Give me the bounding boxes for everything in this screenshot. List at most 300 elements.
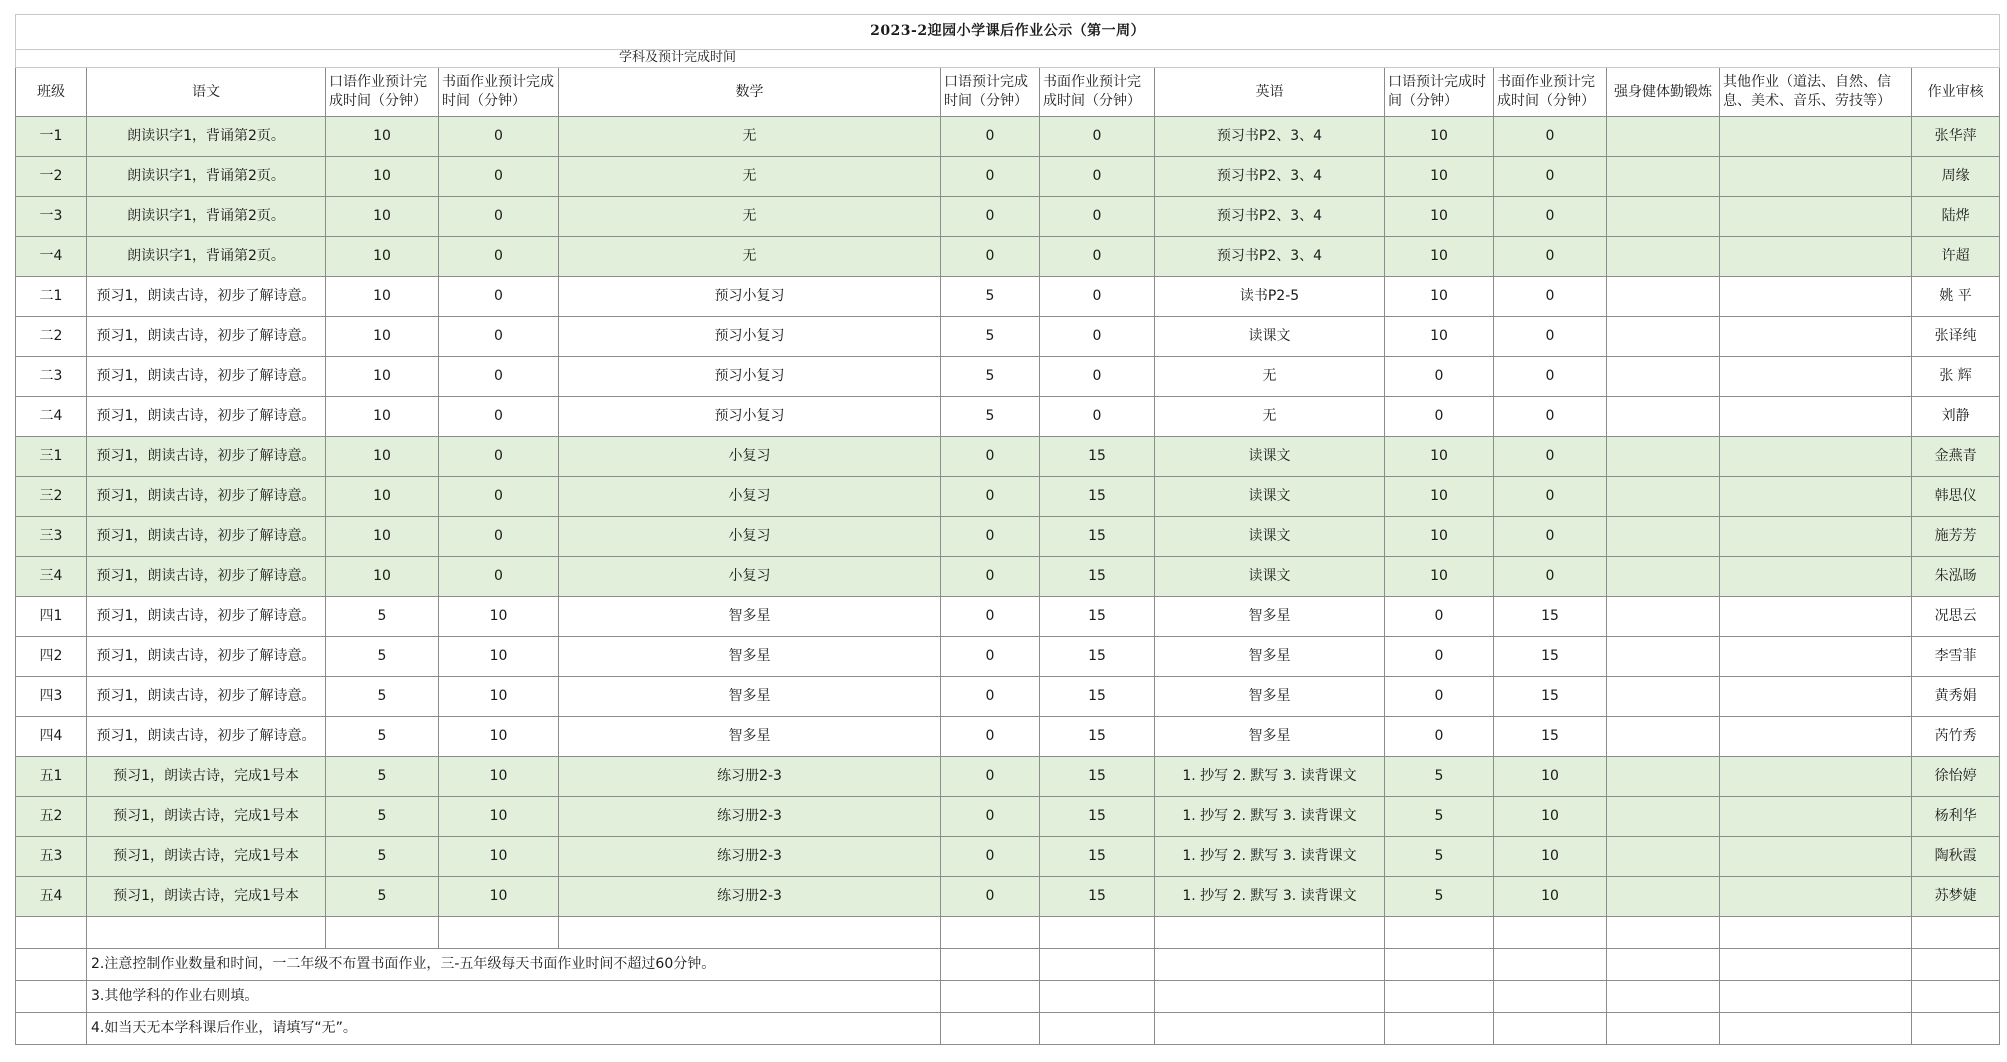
chinese-written-time-cell[interactable]: 0 <box>439 277 559 317</box>
math-written-time-cell[interactable]: 0 <box>1040 357 1155 397</box>
sheet-title[interactable]: 2023-2迎园小学课后作业公示（第一周） <box>16 15 2000 50</box>
reviewer-cell[interactable]: 杨利华 <box>1912 797 2000 837</box>
english-written-time-cell[interactable]: 15 <box>1494 637 1607 677</box>
english-written-time-cell[interactable]: 0 <box>1494 317 1607 357</box>
reviewer-cell[interactable]: 金燕青 <box>1912 437 2000 477</box>
class-cell[interactable]: 五4 <box>16 877 87 917</box>
math-written-time-cell[interactable]: 0 <box>1040 277 1155 317</box>
blank-cell[interactable] <box>941 1013 1040 1045</box>
english-oral-time-cell[interactable]: 5 <box>1385 837 1494 877</box>
chinese-oral-time-cell[interactable]: 10 <box>326 477 439 517</box>
header-chinese-written-time[interactable]: 书面作业预计完成时间（分钟） <box>439 68 559 117</box>
chinese-written-time-cell[interactable]: 0 <box>439 477 559 517</box>
math-written-time-cell[interactable]: 0 <box>1040 237 1155 277</box>
header-math-written-time[interactable]: 书面作业预计完成时间（分钟） <box>1040 68 1155 117</box>
english-written-time-cell[interactable]: 15 <box>1494 717 1607 757</box>
english-cell[interactable]: 智多星 <box>1155 597 1385 637</box>
other-homework-cell[interactable] <box>1720 637 1912 677</box>
class-cell[interactable]: 四4 <box>16 717 87 757</box>
chinese-cell[interactable]: 朗读识字1，背诵第2页。 <box>87 237 326 277</box>
math-cell[interactable]: 无 <box>559 237 941 277</box>
exercise-cell[interactable] <box>1607 197 1720 237</box>
english-written-time-cell[interactable]: 10 <box>1494 837 1607 877</box>
exercise-cell[interactable] <box>1607 677 1720 717</box>
reviewer-cell[interactable]: 刘静 <box>1912 397 2000 437</box>
chinese-written-time-cell[interactable]: 10 <box>439 797 559 837</box>
chinese-cell[interactable]: 预习1，朗读古诗，完成1号本 <box>87 877 326 917</box>
chinese-oral-time-cell[interactable]: 5 <box>326 877 439 917</box>
class-cell[interactable]: 一1 <box>16 117 87 157</box>
blank-cell[interactable] <box>1155 981 1385 1013</box>
note-cell[interactable]: 4.如当天无本学科课后作业，请填写“无”。 <box>87 1013 941 1045</box>
math-oral-time-cell[interactable]: 0 <box>941 797 1040 837</box>
chinese-written-time-cell[interactable]: 0 <box>439 557 559 597</box>
exercise-cell[interactable] <box>1607 837 1720 877</box>
chinese-written-time-cell[interactable]: 0 <box>439 357 559 397</box>
english-cell[interactable]: 读课文 <box>1155 517 1385 557</box>
blank-cell[interactable] <box>1385 949 1494 981</box>
exercise-cell[interactable] <box>1607 877 1720 917</box>
chinese-cell[interactable]: 预习1，朗读古诗，初步了解诗意。 <box>87 437 326 477</box>
chinese-cell[interactable]: 预习1，朗读古诗，初步了解诗意。 <box>87 317 326 357</box>
english-oral-time-cell[interactable]: 10 <box>1385 517 1494 557</box>
math-oral-time-cell[interactable]: 0 <box>941 237 1040 277</box>
blank-cell[interactable] <box>941 981 1040 1013</box>
english-cell[interactable]: 预习书P2、3、4 <box>1155 117 1385 157</box>
blank-cell[interactable] <box>326 917 439 949</box>
english-cell[interactable]: 无 <box>1155 357 1385 397</box>
exercise-cell[interactable] <box>1607 437 1720 477</box>
math-written-time-cell[interactable]: 15 <box>1040 597 1155 637</box>
other-homework-cell[interactable] <box>1720 277 1912 317</box>
blank-cell[interactable] <box>1155 949 1385 981</box>
chinese-oral-time-cell[interactable]: 10 <box>326 157 439 197</box>
blank-cell[interactable] <box>1385 981 1494 1013</box>
math-cell[interactable]: 预习小复习 <box>559 317 941 357</box>
chinese-oral-time-cell[interactable]: 10 <box>326 197 439 237</box>
chinese-written-time-cell[interactable]: 0 <box>439 437 559 477</box>
english-cell[interactable]: 智多星 <box>1155 637 1385 677</box>
math-oral-time-cell[interactable]: 5 <box>941 397 1040 437</box>
blank-cell[interactable] <box>1494 1013 1607 1045</box>
class-cell[interactable]: 五2 <box>16 797 87 837</box>
reviewer-cell[interactable]: 韩思仪 <box>1912 477 2000 517</box>
chinese-written-time-cell[interactable]: 10 <box>439 677 559 717</box>
reviewer-cell[interactable]: 黄秀娟 <box>1912 677 2000 717</box>
math-cell[interactable]: 智多星 <box>559 717 941 757</box>
exercise-cell[interactable] <box>1607 637 1720 677</box>
math-written-time-cell[interactable]: 15 <box>1040 877 1155 917</box>
class-cell[interactable]: 一3 <box>16 197 87 237</box>
blank-cell[interactable] <box>1912 1013 2000 1045</box>
reviewer-cell[interactable]: 陆烨 <box>1912 197 2000 237</box>
math-oral-time-cell[interactable]: 0 <box>941 637 1040 677</box>
english-oral-time-cell[interactable]: 10 <box>1385 117 1494 157</box>
blank-cell[interactable] <box>1494 981 1607 1013</box>
math-written-time-cell[interactable]: 15 <box>1040 677 1155 717</box>
header-chinese[interactable]: 语文 <box>87 68 326 117</box>
math-written-time-cell[interactable]: 15 <box>1040 557 1155 597</box>
exercise-cell[interactable] <box>1607 397 1720 437</box>
blank-cell[interactable] <box>87 917 326 949</box>
chinese-written-time-cell[interactable]: 0 <box>439 517 559 557</box>
other-homework-cell[interactable] <box>1720 237 1912 277</box>
chinese-written-time-cell[interactable]: 10 <box>439 637 559 677</box>
other-homework-cell[interactable] <box>1720 797 1912 837</box>
exercise-cell[interactable] <box>1607 237 1720 277</box>
math-written-time-cell[interactable]: 15 <box>1040 517 1155 557</box>
english-cell[interactable]: 读课文 <box>1155 317 1385 357</box>
reviewer-cell[interactable]: 周缘 <box>1912 157 2000 197</box>
chinese-oral-time-cell[interactable]: 5 <box>326 757 439 797</box>
english-cell[interactable]: 1. 抄写 2. 默写 3. 读背课文 <box>1155 837 1385 877</box>
english-written-time-cell[interactable]: 0 <box>1494 437 1607 477</box>
other-homework-cell[interactable] <box>1720 757 1912 797</box>
english-cell[interactable]: 读课文 <box>1155 557 1385 597</box>
english-oral-time-cell[interactable]: 5 <box>1385 797 1494 837</box>
english-written-time-cell[interactable]: 0 <box>1494 557 1607 597</box>
english-cell[interactable]: 读课文 <box>1155 477 1385 517</box>
class-cell[interactable]: 二1 <box>16 277 87 317</box>
other-homework-cell[interactable] <box>1720 317 1912 357</box>
math-oral-time-cell[interactable]: 0 <box>941 677 1040 717</box>
english-written-time-cell[interactable]: 10 <box>1494 797 1607 837</box>
english-cell[interactable]: 智多星 <box>1155 677 1385 717</box>
header-math[interactable]: 数学 <box>559 68 941 117</box>
chinese-oral-time-cell[interactable]: 5 <box>326 717 439 757</box>
blank-cell[interactable] <box>439 917 559 949</box>
math-cell[interactable]: 智多星 <box>559 597 941 637</box>
math-oral-time-cell[interactable]: 5 <box>941 277 1040 317</box>
chinese-oral-time-cell[interactable]: 5 <box>326 797 439 837</box>
chinese-cell[interactable]: 预习1，朗读古诗，完成1号本 <box>87 837 326 877</box>
english-written-time-cell[interactable]: 10 <box>1494 877 1607 917</box>
math-cell[interactable]: 小复习 <box>559 517 941 557</box>
english-cell[interactable]: 预习书P2、3、4 <box>1155 237 1385 277</box>
class-cell[interactable]: 四2 <box>16 637 87 677</box>
reviewer-cell[interactable]: 朱泓旸 <box>1912 557 2000 597</box>
header-english-oral-time[interactable]: 口语预计完成时间（分钟） <box>1385 68 1494 117</box>
note-cell[interactable]: 2.注意控制作业数量和时间，一二年级不布置书面作业，三-五年级每天书面作业时间不超过60分钟。 <box>87 949 941 981</box>
chinese-oral-time-cell[interactable]: 10 <box>326 557 439 597</box>
blank-cell[interactable] <box>1720 1013 1912 1045</box>
chinese-oral-time-cell[interactable]: 5 <box>326 837 439 877</box>
reviewer-cell[interactable]: 张华萍 <box>1912 117 2000 157</box>
other-homework-cell[interactable] <box>1720 117 1912 157</box>
math-oral-time-cell[interactable]: 0 <box>941 157 1040 197</box>
english-written-time-cell[interactable]: 0 <box>1494 477 1607 517</box>
math-cell[interactable]: 预习小复习 <box>559 277 941 317</box>
chinese-oral-time-cell[interactable]: 10 <box>326 437 439 477</box>
reviewer-cell[interactable]: 陶秋霞 <box>1912 837 2000 877</box>
reviewer-cell[interactable]: 许超 <box>1912 237 2000 277</box>
math-written-time-cell[interactable]: 0 <box>1040 197 1155 237</box>
english-cell[interactable]: 预习书P2、3、4 <box>1155 157 1385 197</box>
class-cell[interactable]: 三2 <box>16 477 87 517</box>
blank-cell[interactable] <box>16 1013 87 1045</box>
exercise-cell[interactable] <box>1607 477 1720 517</box>
blank-cell[interactable] <box>1385 1013 1494 1045</box>
chinese-oral-time-cell[interactable]: 5 <box>326 637 439 677</box>
chinese-cell[interactable]: 预习1，朗读古诗，初步了解诗意。 <box>87 717 326 757</box>
math-written-time-cell[interactable]: 0 <box>1040 317 1155 357</box>
chinese-written-time-cell[interactable]: 10 <box>439 597 559 637</box>
math-written-time-cell[interactable]: 0 <box>1040 157 1155 197</box>
reviewer-cell[interactable]: 况思云 <box>1912 597 2000 637</box>
english-cell[interactable]: 1. 抄写 2. 默写 3. 读背课文 <box>1155 797 1385 837</box>
other-homework-cell[interactable] <box>1720 197 1912 237</box>
blank-cell[interactable] <box>1912 981 2000 1013</box>
exercise-cell[interactable] <box>1607 517 1720 557</box>
exercise-cell[interactable] <box>1607 557 1720 597</box>
chinese-written-time-cell[interactable]: 0 <box>439 157 559 197</box>
english-written-time-cell[interactable]: 10 <box>1494 757 1607 797</box>
english-written-time-cell[interactable]: 15 <box>1494 677 1607 717</box>
blank-cell[interactable] <box>16 917 87 949</box>
chinese-oral-time-cell[interactable]: 10 <box>326 237 439 277</box>
blank-cell[interactable] <box>1720 981 1912 1013</box>
chinese-cell[interactable]: 预习1，朗读古诗，初步了解诗意。 <box>87 637 326 677</box>
reviewer-cell[interactable]: 姚 平 <box>1912 277 2000 317</box>
chinese-oral-time-cell[interactable]: 10 <box>326 517 439 557</box>
header-exercise[interactable]: 强身健体勤锻炼 <box>1607 68 1720 117</box>
math-cell[interactable]: 预习小复习 <box>559 397 941 437</box>
chinese-cell[interactable]: 预习1，朗读古诗，初步了解诗意。 <box>87 517 326 557</box>
english-oral-time-cell[interactable]: 5 <box>1385 757 1494 797</box>
exercise-cell[interactable] <box>1607 117 1720 157</box>
english-oral-time-cell[interactable]: 5 <box>1385 877 1494 917</box>
chinese-written-time-cell[interactable]: 10 <box>439 877 559 917</box>
blank-cell[interactable] <box>941 917 1040 949</box>
math-written-time-cell[interactable]: 0 <box>1040 397 1155 437</box>
chinese-cell[interactable]: 预习1，朗读古诗，初步了解诗意。 <box>87 397 326 437</box>
header-math-oral-time[interactable]: 口语预计完成时间（分钟） <box>941 68 1040 117</box>
chinese-written-time-cell[interactable]: 10 <box>439 837 559 877</box>
blank-cell[interactable] <box>1494 949 1607 981</box>
english-oral-time-cell[interactable]: 10 <box>1385 157 1494 197</box>
math-cell[interactable]: 无 <box>559 117 941 157</box>
header-english-written-time[interactable]: 书面作业预计完成时间（分钟） <box>1494 68 1607 117</box>
reviewer-cell[interactable]: 徐怡婷 <box>1912 757 2000 797</box>
chinese-cell[interactable]: 预习1，朗读古诗，完成1号本 <box>87 797 326 837</box>
blank-cell[interactable] <box>16 981 87 1013</box>
english-oral-time-cell[interactable]: 10 <box>1385 557 1494 597</box>
exercise-cell[interactable] <box>1607 317 1720 357</box>
english-oral-time-cell[interactable]: 10 <box>1385 197 1494 237</box>
note-cell[interactable]: 3.其他学科的作业右则填。 <box>87 981 941 1013</box>
chinese-written-time-cell[interactable]: 0 <box>439 397 559 437</box>
english-cell[interactable]: 读课文 <box>1155 437 1385 477</box>
chinese-written-time-cell[interactable]: 0 <box>439 197 559 237</box>
math-cell[interactable]: 练习册2-3 <box>559 797 941 837</box>
chinese-oral-time-cell[interactable]: 10 <box>326 397 439 437</box>
english-oral-time-cell[interactable]: 0 <box>1385 677 1494 717</box>
exercise-cell[interactable] <box>1607 597 1720 637</box>
exercise-cell[interactable] <box>1607 757 1720 797</box>
english-written-time-cell[interactable]: 15 <box>1494 597 1607 637</box>
english-cell[interactable]: 无 <box>1155 397 1385 437</box>
chinese-cell[interactable]: 预习1，朗读古诗，完成1号本 <box>87 757 326 797</box>
exercise-cell[interactable] <box>1607 797 1720 837</box>
math-cell[interactable]: 小复习 <box>559 477 941 517</box>
english-oral-time-cell[interactable]: 0 <box>1385 597 1494 637</box>
blank-cell[interactable] <box>1607 1013 1720 1045</box>
english-written-time-cell[interactable]: 0 <box>1494 157 1607 197</box>
chinese-written-time-cell[interactable]: 0 <box>439 317 559 357</box>
reviewer-cell[interactable]: 李雪菲 <box>1912 637 2000 677</box>
header-reviewer[interactable]: 作业审核 <box>1912 68 2000 117</box>
blank-cell[interactable] <box>1607 949 1720 981</box>
math-written-time-cell[interactable]: 15 <box>1040 837 1155 877</box>
math-written-time-cell[interactable]: 15 <box>1040 797 1155 837</box>
header-chinese-oral-time[interactable]: 口语作业预计完成时间（分钟） <box>326 68 439 117</box>
chinese-written-time-cell[interactable]: 10 <box>439 717 559 757</box>
blank-cell[interactable] <box>16 949 87 981</box>
reviewer-cell[interactable]: 张译纯 <box>1912 317 2000 357</box>
blank-cell[interactable] <box>1607 981 1720 1013</box>
math-oral-time-cell[interactable]: 0 <box>941 517 1040 557</box>
english-cell[interactable]: 智多星 <box>1155 717 1385 757</box>
chinese-oral-time-cell[interactable]: 10 <box>326 317 439 357</box>
blank-cell[interactable] <box>1720 917 1912 949</box>
math-cell[interactable]: 练习册2-3 <box>559 757 941 797</box>
chinese-cell[interactable]: 朗读识字1，背诵第2页。 <box>87 157 326 197</box>
class-cell[interactable]: 二2 <box>16 317 87 357</box>
math-written-time-cell[interactable]: 0 <box>1040 117 1155 157</box>
english-written-time-cell[interactable]: 0 <box>1494 517 1607 557</box>
english-oral-time-cell[interactable]: 10 <box>1385 317 1494 357</box>
exercise-cell[interactable] <box>1607 357 1720 397</box>
other-homework-cell[interactable] <box>1720 837 1912 877</box>
math-cell[interactable]: 小复习 <box>559 557 941 597</box>
chinese-written-time-cell[interactable]: 0 <box>439 117 559 157</box>
chinese-cell[interactable]: 预习1，朗读古诗，初步了解诗意。 <box>87 277 326 317</box>
math-cell[interactable]: 练习册2-3 <box>559 877 941 917</box>
english-cell[interactable]: 1. 抄写 2. 默写 3. 读背课文 <box>1155 757 1385 797</box>
math-written-time-cell[interactable]: 15 <box>1040 757 1155 797</box>
math-oral-time-cell[interactable]: 5 <box>941 317 1040 357</box>
blank-cell[interactable] <box>1607 917 1720 949</box>
chinese-cell[interactable]: 预习1，朗读古诗，初步了解诗意。 <box>87 677 326 717</box>
other-homework-cell[interactable] <box>1720 357 1912 397</box>
class-cell[interactable]: 四3 <box>16 677 87 717</box>
class-cell[interactable]: 二3 <box>16 357 87 397</box>
blank-cell[interactable] <box>1155 917 1385 949</box>
english-oral-time-cell[interactable]: 0 <box>1385 357 1494 397</box>
class-cell[interactable]: 一2 <box>16 157 87 197</box>
chinese-oral-time-cell[interactable]: 10 <box>326 357 439 397</box>
english-written-time-cell[interactable]: 0 <box>1494 197 1607 237</box>
math-written-time-cell[interactable]: 15 <box>1040 637 1155 677</box>
chinese-cell[interactable]: 预习1，朗读古诗，初步了解诗意。 <box>87 597 326 637</box>
math-cell[interactable]: 智多星 <box>559 637 941 677</box>
header-class[interactable]: 班级 <box>16 68 87 117</box>
english-cell[interactable]: 1. 抄写 2. 默写 3. 读背课文 <box>1155 877 1385 917</box>
english-oral-time-cell[interactable]: 0 <box>1385 397 1494 437</box>
math-cell[interactable]: 练习册2-3 <box>559 837 941 877</box>
other-homework-cell[interactable] <box>1720 517 1912 557</box>
blank-cell[interactable] <box>1912 917 2000 949</box>
header-other-homework[interactable]: 其他作业（道法、自然、信息、美术、音乐、劳技等） <box>1720 68 1912 117</box>
english-written-time-cell[interactable]: 0 <box>1494 357 1607 397</box>
blank-cell[interactable] <box>1040 917 1155 949</box>
chinese-oral-time-cell[interactable]: 5 <box>326 597 439 637</box>
english-written-time-cell[interactable]: 0 <box>1494 237 1607 277</box>
blank-cell[interactable] <box>1040 981 1155 1013</box>
blank-cell[interactable] <box>559 917 941 949</box>
other-homework-cell[interactable] <box>1720 557 1912 597</box>
other-homework-cell[interactable] <box>1720 437 1912 477</box>
math-oral-time-cell[interactable]: 0 <box>941 757 1040 797</box>
math-cell[interactable]: 无 <box>559 197 941 237</box>
chinese-cell[interactable]: 预习1，朗读古诗，初步了解诗意。 <box>87 557 326 597</box>
math-oral-time-cell[interactable]: 0 <box>941 597 1040 637</box>
other-homework-cell[interactable] <box>1720 597 1912 637</box>
chinese-cell[interactable]: 预习1，朗读古诗，初步了解诗意。 <box>87 357 326 397</box>
english-oral-time-cell[interactable]: 0 <box>1385 637 1494 677</box>
subtitle-cell[interactable]: 学科及预计完成时间 <box>16 50 2000 68</box>
other-homework-cell[interactable] <box>1720 717 1912 757</box>
blank-cell[interactable] <box>1155 1013 1385 1045</box>
blank-cell[interactable] <box>1040 1013 1155 1045</box>
chinese-oral-time-cell[interactable]: 10 <box>326 117 439 157</box>
math-cell[interactable]: 小复习 <box>559 437 941 477</box>
other-homework-cell[interactable] <box>1720 397 1912 437</box>
blank-cell[interactable] <box>1494 917 1607 949</box>
header-english[interactable]: 英语 <box>1155 68 1385 117</box>
english-oral-time-cell[interactable]: 10 <box>1385 237 1494 277</box>
blank-cell[interactable] <box>1720 949 1912 981</box>
math-cell[interactable]: 预习小复习 <box>559 357 941 397</box>
other-homework-cell[interactable] <box>1720 477 1912 517</box>
class-cell[interactable]: 三3 <box>16 517 87 557</box>
english-oral-time-cell[interactable]: 0 <box>1385 717 1494 757</box>
class-cell[interactable]: 五3 <box>16 837 87 877</box>
chinese-oral-time-cell[interactable]: 5 <box>326 677 439 717</box>
blank-cell[interactable] <box>1040 949 1155 981</box>
math-oral-time-cell[interactable]: 0 <box>941 197 1040 237</box>
math-oral-time-cell[interactable]: 0 <box>941 117 1040 157</box>
blank-cell[interactable] <box>941 949 1040 981</box>
class-cell[interactable]: 四1 <box>16 597 87 637</box>
math-oral-time-cell[interactable]: 0 <box>941 477 1040 517</box>
math-cell[interactable]: 无 <box>559 157 941 197</box>
class-cell[interactable]: 三4 <box>16 557 87 597</box>
math-written-time-cell[interactable]: 15 <box>1040 437 1155 477</box>
chinese-written-time-cell[interactable]: 10 <box>439 757 559 797</box>
chinese-written-time-cell[interactable]: 0 <box>439 237 559 277</box>
exercise-cell[interactable] <box>1607 157 1720 197</box>
chinese-cell[interactable]: 朗读识字1，背诵第2页。 <box>87 197 326 237</box>
english-written-time-cell[interactable]: 0 <box>1494 117 1607 157</box>
math-oral-time-cell[interactable]: 0 <box>941 837 1040 877</box>
chinese-oral-time-cell[interactable]: 10 <box>326 277 439 317</box>
english-oral-time-cell[interactable]: 10 <box>1385 277 1494 317</box>
blank-cell[interactable] <box>1912 949 2000 981</box>
reviewer-cell[interactable]: 苏梦婕 <box>1912 877 2000 917</box>
exercise-cell[interactable] <box>1607 277 1720 317</box>
reviewer-cell[interactable]: 施芳芳 <box>1912 517 2000 557</box>
class-cell[interactable]: 二4 <box>16 397 87 437</box>
math-oral-time-cell[interactable]: 5 <box>941 357 1040 397</box>
english-oral-time-cell[interactable]: 10 <box>1385 437 1494 477</box>
other-homework-cell[interactable] <box>1720 877 1912 917</box>
math-oral-time-cell[interactable]: 0 <box>941 877 1040 917</box>
math-cell[interactable]: 智多星 <box>559 677 941 717</box>
math-written-time-cell[interactable]: 15 <box>1040 717 1155 757</box>
math-written-time-cell[interactable]: 15 <box>1040 477 1155 517</box>
blank-cell[interactable] <box>1385 917 1494 949</box>
